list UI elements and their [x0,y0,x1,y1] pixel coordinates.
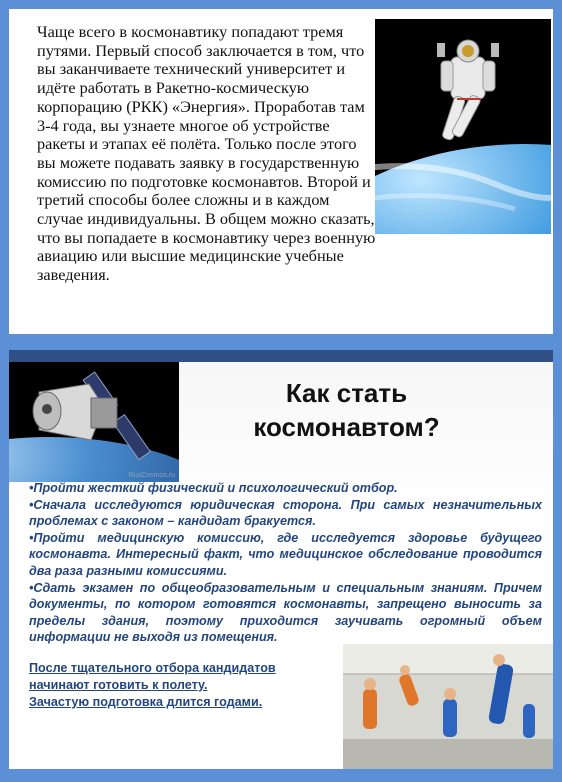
note-line-2: начинают готовить к полету. [29,678,208,692]
spacecraft-illustration [9,362,179,482]
astronaut-photo [375,19,551,234]
training-note [29,660,339,711]
slide-title [209,376,484,444]
body-paragraph: Чаще всего в космонавтику попадают тремя путями. Первый способ заключается в том, что вы заканчиваете технический университет и идёте работать в Ракетно-космическую корпорацию (РКК) «Энергия». Проработав там 3-4 года, вы узнаете многое об устройстве ракеты и этапах её полёта. Только после этого вы можете подавать заявку в государственную комиссию по подготовке космонавтов. Второй и третий способы более сложны и в каждом случае индивидуальны. В общем можно сказать, что вы попадаете в космонавтику через военную авиацию или высшие медицинские учебные заведения. [37,22,376,285]
list-item: •Пройти медицинскую комиссию, где исследуется здоровье будущего космонавта. Интересный факт, что медицинское обследование проводится два раза разными комиссиями. [29,530,542,578]
zero-gravity-training-photo [343,644,553,769]
note-line-1: После тщательного отбора кандидатов [29,661,276,675]
list-item: •Сначала исследуются юридическая сторона. При самых незначительных проблемах с законом – кандидат бракуется. [29,497,542,529]
title-line-1: Как стать [285,378,408,408]
astronaut-illustration [375,19,551,234]
spacecraft-photo [9,362,179,482]
training-illustration [343,644,553,769]
note-line-3: Зачастую подготовка длится годами. [29,695,263,709]
slide-top [9,9,553,334]
title-line-2: космонавтом? [253,412,440,442]
list-item: •Сдать экзамен по общеобразовательным и специальным знаниям. Причем документы, по котором готовятся космонавты, запрещено выносить за пределы здания, поэтому приходится заучивать огромный объем информации не выходя из помещения. [29,580,542,645]
list-item: •Пройти жесткий физический и психологический отбор. [29,481,398,495]
slide-bottom [9,350,553,769]
requirements-list [29,480,542,646]
slide-header-bar [9,350,553,362]
photo-watermark: RusCosmos.ru [128,472,175,479]
